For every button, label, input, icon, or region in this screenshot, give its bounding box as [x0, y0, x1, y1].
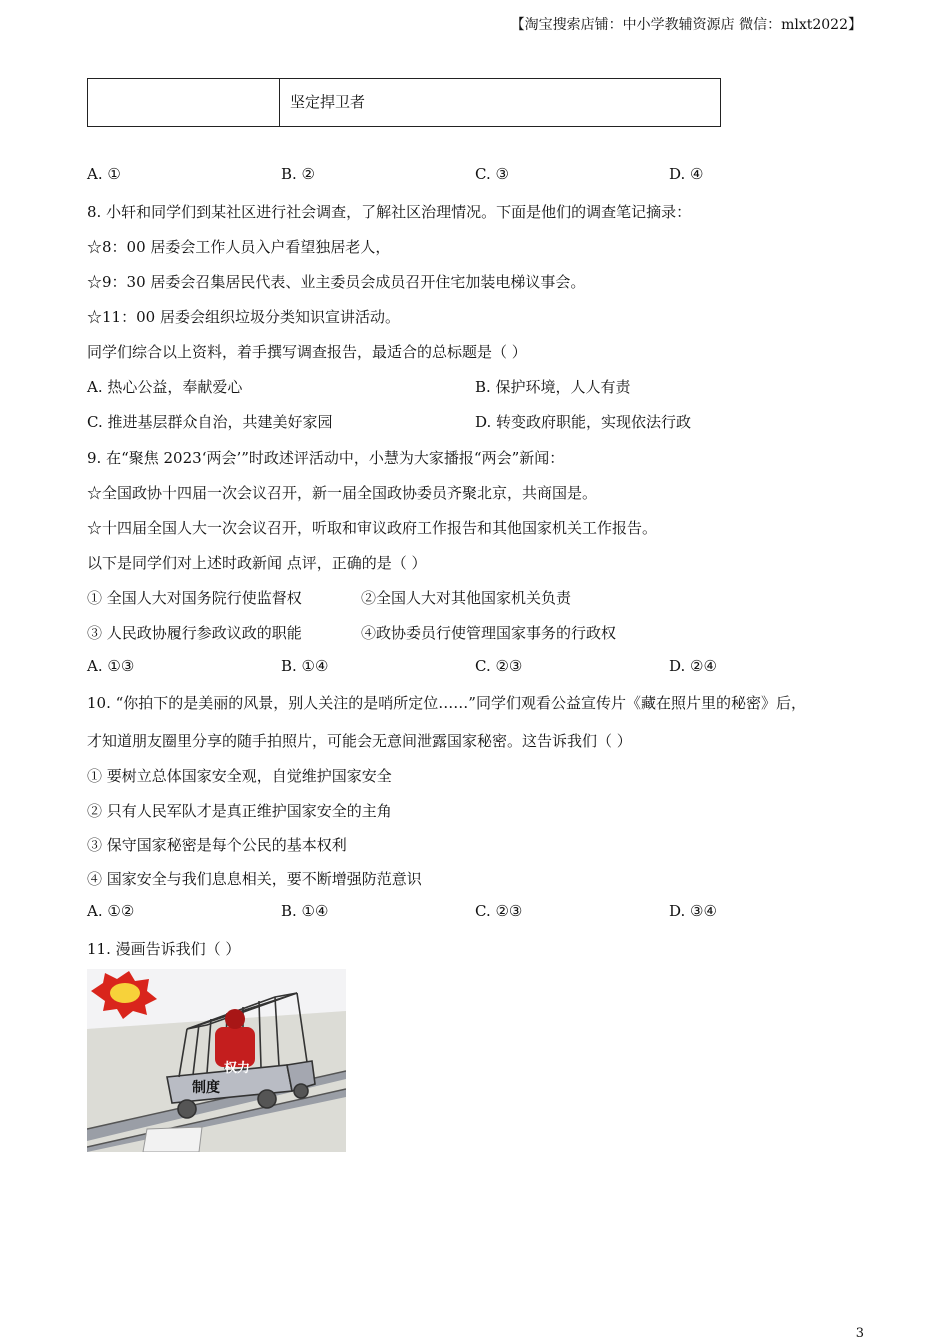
- q7-option-b: B. ②: [281, 165, 316, 183]
- q9-option-c: C. ②③: [475, 657, 523, 675]
- q9-question: 以下是同学们对上述时政新闻 点评，正确的是（ ）: [87, 554, 427, 572]
- q9-option-d: D. ②④: [669, 657, 717, 675]
- q8-note: ☆8：00 居委会工作人员入户看望独居老人，: [87, 238, 391, 256]
- cartoon-image: [87, 969, 346, 1152]
- cartoon-label-system: 制度: [192, 1080, 220, 1096]
- q8-stem: 8. 小轩和同学们到某社区进行社会调查，了解社区治理情况。下面是他们的调查笔记摘录：: [87, 203, 692, 221]
- q8-note: ☆11：00 居委会组织垃圾分类知识宣讲活动。: [87, 308, 400, 326]
- q9-note: ☆全国政协十四届一次会议召开，新一届全国政协委员齐聚北京，共商国是。: [87, 484, 598, 502]
- q10-item-1: ① 要树立总体国家安全观，自觉维护国家安全: [87, 767, 392, 785]
- q8-option-c: C. 推进基层群众自治，共建美好家园: [87, 413, 333, 431]
- q8-option-b: B. 保护环境，人人有责: [475, 378, 631, 396]
- q8-option-d: D. 转变政府职能，实现依法行政: [475, 413, 692, 431]
- q7-option-d: D. ④: [669, 165, 704, 183]
- q9-stem: 9. 在“聚焦 2023‘两会’”时政述评活动中，小慧为大家播报“两会”新闻：: [87, 449, 565, 467]
- q9-item-2: ②全国人大对其他国家机关负责: [361, 589, 572, 607]
- q9-item-1: ① 全国人大对国务院行使监督权: [87, 589, 302, 607]
- q10-option-a: A. ①②: [87, 902, 135, 920]
- q8-note: ☆9：30 居委会召集居民代表、业主委员会成员召开住宅加装电梯议事会。: [87, 273, 586, 291]
- page-number: 3: [855, 1326, 864, 1341]
- q10-option-d: D. ③④: [669, 902, 717, 920]
- q10-item-2: ② 只有人民军队才是真正维护国家安全的主角: [87, 802, 392, 820]
- q11-stem: 11. 漫画告诉我们（ ）: [87, 940, 241, 958]
- q9-option-a: A. ①③: [87, 657, 135, 675]
- q9-note: ☆十四届全国人大一次会议召开，听取和审议政府工作报告和其他国家机关工作报告。: [87, 519, 658, 537]
- answer-table: [87, 78, 721, 127]
- table-cell-text: 坚定捍卫者: [280, 79, 721, 127]
- header-note: 【淘宝搜索店铺：中小学教辅资源店 微信：mlxt2022】: [510, 17, 862, 33]
- q10-item-4: ④ 国家安全与我们息息相关，要不断增强防范意识: [87, 870, 422, 888]
- table-cell-empty: [88, 79, 280, 127]
- q10-option-c: C. ②③: [475, 902, 523, 920]
- q10-item-3: ③ 保守国家秘密是每个公民的基本权利: [87, 836, 347, 854]
- q9-item-4: ④政协委员行使管理国家事务的行政权: [361, 624, 617, 642]
- cartoon-illustration: [87, 969, 346, 1152]
- q10-stem-line1: 10. “你拍下的是美丽的风景，别人关注的是哨所定位……”同学们观看公益宣传片《藏在照片里的秘密》后，: [87, 694, 806, 712]
- q9-option-b: B. ①④: [281, 657, 329, 675]
- q9-item-3: ③ 人民政协履行参政议政的职能: [87, 624, 302, 642]
- q7-option-a: A. ①: [87, 165, 121, 183]
- q7-option-c: C. ③: [475, 165, 509, 183]
- q8-option-a: A. 热心公益，奉献爱心: [87, 378, 243, 396]
- q10-option-b: B. ①④: [281, 902, 329, 920]
- q8-question: 同学们综合以上资料，着手撰写调查报告，最适合的总标题是（ ）: [87, 343, 527, 361]
- cartoon-label-power: 权力: [224, 1061, 251, 1076]
- q10-stem-line2: 才知道朋友圈里分享的随手拍照片，可能会无意间泄露国家秘密。这告诉我们（ ）: [87, 732, 632, 750]
